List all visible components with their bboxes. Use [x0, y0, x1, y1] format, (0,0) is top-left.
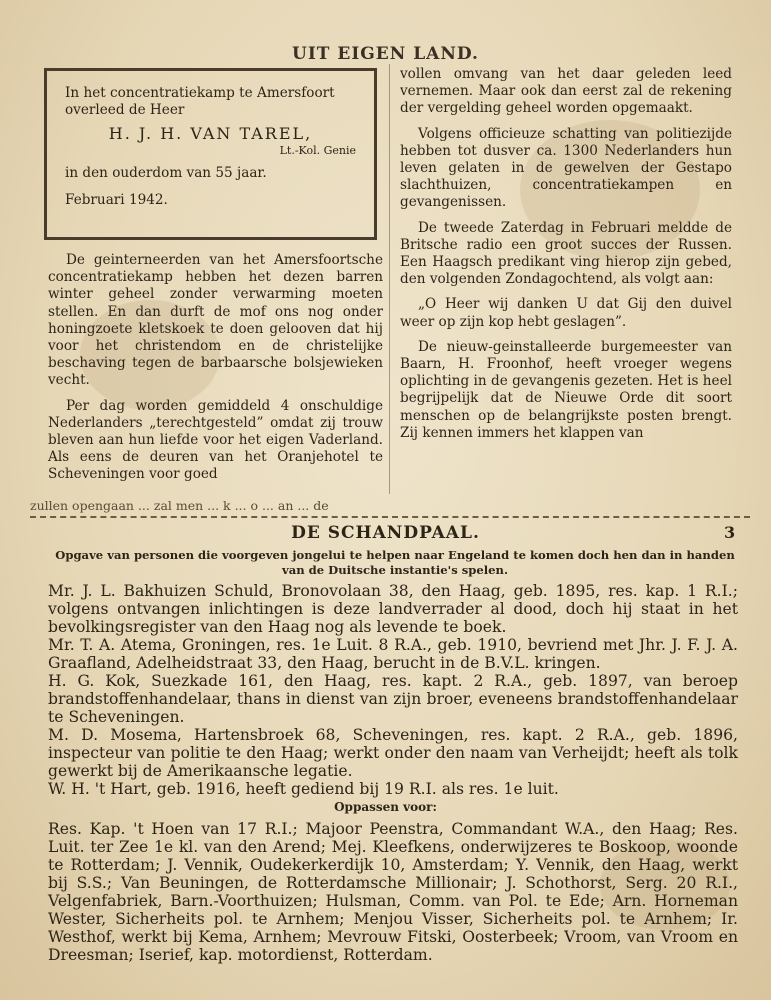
left-column: [48, 252, 383, 492]
section-heading-uit-eigen-land: UIT EIGEN LAND.: [292, 44, 479, 64]
folded-damaged-line: zullen opengaan ... zal men ... k ... o ... an ... de: [30, 496, 750, 518]
paragraph: vollen omvang van het daar geleden leed vernemen. Maar ook dan eerst zal de rekening der vergelding geheel worden opgemaakt.: [400, 66, 732, 117]
paragraph: De nieuw-geinstalleerde burgemeester van Baarn, H. Froonhof, heeft vroeger wegens oplichting in de gevangenis gezeten. Het is heel begrijpelijk dat de Nieuwe Orde dit soort menschen op de belangrijkste posten brengt. Zij kennen immers het klappen van: [400, 338, 732, 441]
list-item: H. G. Kok, Suezkade 161, den Haag, res. kapt. 2 R.A., geb. 1897, van beroep brandstoffenhandelaar, thans in dienst van zijn broer, eveneens brandstoffenhandelaar te Scheveningen.: [48, 672, 738, 726]
right-column: [400, 66, 732, 450]
section-heading-schandpaal: DE SCHANDPAAL.: [291, 523, 480, 543]
obituary-name: H. J. H. VAN TAREL,: [108, 124, 313, 143]
paragraph: Per dag worden gemiddeld 4 onschuldige Nederlanders „terechtgesteld” omdat zij trouw bleven aan hun liefde voor het eigen Vaderland. Als eens de deuren van het Oranjehotel te Scheveningen voor goed: [48, 397, 383, 483]
obituary-box: [44, 68, 377, 240]
page-number: 3: [724, 523, 736, 542]
obituary-rank: Lt.-Kol. Genie: [279, 144, 356, 157]
list-item: W. H. 't Hart, geb. 1916, heeft gediend bij 19 R.I. als res. 1e luit.: [48, 780, 559, 798]
subheading-oppassen: Oppassen voor:: [334, 800, 437, 814]
obituary-line: In het concentratiekamp te Amersfoort: [65, 85, 335, 101]
quote: „O Heer wij danken U dat Gij den duivel weer op zijn kop hebt geslagen”.: [400, 296, 732, 330]
obituary-line: overleed de Heer: [65, 102, 185, 118]
paragraph: De geinterneerden van het Amersfoortsche concentratiekamp hebben het dezen barren winter geheel zonder verwarming moeten stellen. En dan durft de mof ons nog onder honingzoete kletskoek te doen gelooven dat hij voor het christendom en de christelijke beschaving tegen de barbaarsche bolsjewieken vecht.: [48, 252, 383, 389]
list-item: M. D. Mosema, Hartensbroek 68, Scheveningen, res. kapt. 2 R.A., geb. 1896, inspecteur van politie te den Haag; werkt onder den naam van Verheijdt; heeft als tolk gewerkt bij de Amerikaansche legatie.: [48, 726, 738, 780]
watch-list-text: Res. Kap. 't Hoen van 17 R.I.; Majoor Peenstra, Commandant W.A., den Haag; Res. Luit. ter Zee 1e kl. van den Arend; Mej. Kleefkens, onderwijzeres te Boskoop, woonde te Rotterdam; J. Vennik, Oudekerkerdijk 10, Amsterdam; Y. Vennik, den Haag, werkt bij S.S.; Van Beuningen, de Rotterdamsche Millionair; J. Schothorst, Serg. 20 R.I., Velgenfabriek, Barn.-Voorthuizen; Hulsman, Comm. van Pol. te Ede; Arn. Horneman Wester, Sicherheits pol. te Arnhem; Menjou Visser, Sicherheits pol. te Arnhem; Ir. Westhof, werkt bij Kema, Arnhem; Mevrouw Fitski, Oosterbeek; Vroom, van Vroom en Dreesman; Iserief, kap. motordienst, Rotterdam.: [48, 820, 738, 964]
paragraph: Volgens officieuze schatting van politiezijde hebben tot dusver ca. 1300 Nederlanders hun leven gelaten in de gewelven der Gestapo slachthuizen, concentratiekampen en gevangenissen.: [400, 125, 732, 211]
paragraph: De tweede Zaterdag in Februari meldde de Britsche radio een groot succes der Russen. Een Haagsch predikant ving hierop zijn gebed, den volgenden Zondagochtend, als volgt aan:: [400, 219, 732, 288]
list-item: Mr. J. L. Bakhuizen Schuld, Bronovolaan 38, den Haag, geb. 1895, res. kap. 1 R.I.; volgens ontvangen inlichtingen is deze landverrader al dood, doch hij staat in het bevolkingsregister van den Haag nog als levende te boek.: [48, 582, 738, 636]
list-item: Mr. T. A. Atema, Groningen, res. 1e Luit. 8 R.A., geb. 1910, bevriend met Jhr. J. F. J. A. Graafland, Adelheidstraat 33, den Haag, berucht in de B.V.L. kringen.: [48, 636, 738, 672]
entry-list: [48, 582, 738, 798]
obituary-date: Februari 1942.: [65, 192, 168, 208]
obituary-age: in den ouderdom van 55 jaar.: [65, 165, 267, 181]
column-divider: [389, 64, 390, 494]
section-intro: Opgave van personen die voorgeven jongelui te helpen naar Engeland te komen doch hen dan in handen van de Duitsche instantie's spelen.: [55, 548, 735, 577]
